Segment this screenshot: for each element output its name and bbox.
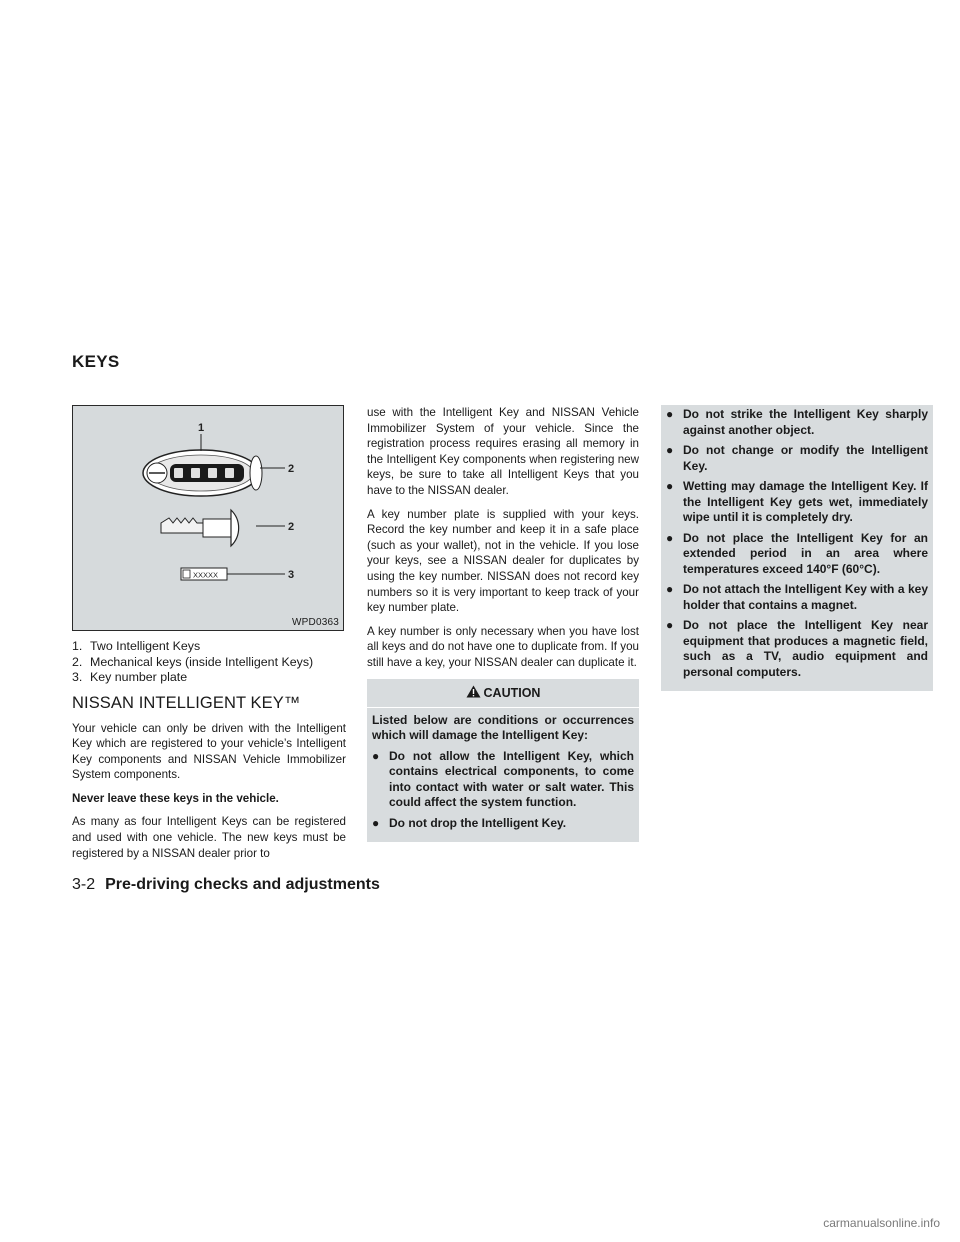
- key-number-plate: [181, 568, 227, 580]
- list-item: ● Wetting may damage the Intelligent Key. If the Intelligent Key gets wet, immediately wipe until it is completely dry.: [666, 479, 928, 524]
- list-item: ● Do not drop the Intelligent Key.: [372, 815, 567, 830]
- callout-1: 1: [198, 422, 205, 434]
- caution-list: [372, 749, 634, 832]
- list-item: ● Do not place the Intelligent Key near equipment that produces a magnetic field, such as a TV, audio equipment and personal computers.: [666, 618, 928, 679]
- paragraph: use with the Intelligent Key and NISSAN Vehicle Immobilizer System of your vehicle. Since the registration process requires erasing all memory in the Intelligent Key components when registering new keys, be sure to take all Intelligent Keys that you have to the NISSAN dealer.: [367, 406, 639, 497]
- paragraph: A key number plate is supplied with your keys. Record the key number and keep it in a safe place (such as your wallet), not in the vehicle. If you lose your keys, see a NISSAN dealer for duplicates by using the key number. NISSAN does not record key numbers so it is very important to keep track of your key number plate.: [367, 507, 639, 615]
- page-footer: [72, 876, 380, 894]
- caution-intro: Listed below are conditions or occurrences which will damage the Intelligent Key:: [372, 712, 634, 742]
- list-item: ● Do not change or modify the Intelligent Key.: [666, 443, 928, 473]
- plate-text: XXXXX: [193, 570, 219, 580]
- callout-2a: 2: [288, 463, 295, 475]
- figure-legend: [72, 639, 346, 686]
- keys-diagram: [73, 406, 345, 632]
- intelligent-key-fob: [143, 450, 262, 496]
- caution-list: [666, 407, 928, 680]
- legend-item: 2. Mechanical keys (inside Intelligent Keys): [72, 654, 314, 669]
- column-1: [72, 405, 346, 869]
- list-item: ● Do not strike the Intelligent Key sharply against another object.: [666, 407, 928, 437]
- bullet-icon: ●: [666, 407, 674, 421]
- column-3: [661, 405, 933, 691]
- paragraph: As many as four Intelligent Keys can be registered and used with one vehicle. The new keys must be registered by a NISSAN dealer prior to: [72, 815, 346, 860]
- list-item: ● Do not place the Intelligent Key for an extended period in an area where temperatures exceed 140°F (60°C).: [666, 530, 928, 576]
- bullet-icon: ●: [666, 443, 674, 457]
- list-item: ● Do not allow the Intelligent Key, which contains electrical components, to come into contact with water or salt water. This could affect the system function.: [372, 748, 634, 809]
- caution-box: [367, 679, 639, 843]
- key-illustration: [72, 405, 344, 631]
- section-heading: KEYS: [72, 352, 120, 371]
- warning-triangle-icon: [466, 685, 481, 701]
- callout-3: 3: [288, 569, 295, 581]
- bullet-icon: ●: [372, 815, 380, 830]
- paragraph: Your vehicle can only be driven with the Intelligent Key which are registered to your vehicle’s Intelligent Key components and NISSAN Vehicle Immobilizer System components.: [72, 721, 346, 782]
- legend-item: 1. Two Intelligent Keys: [72, 639, 201, 653]
- watermark: carmanualsonline.info: [823, 1216, 940, 1230]
- bullet-icon: ●: [372, 748, 380, 763]
- callout-2b: 2: [288, 521, 295, 533]
- mechanical-key: [161, 510, 239, 546]
- paragraph: A key number is only necessary when you have lost all keys and do not have one to duplicate from. If you still have a key, your NISSAN dealer can duplicate it.: [367, 624, 639, 669]
- figure-code: WPD0363: [292, 617, 339, 628]
- list-item: ● Do not attach the Intelligent Key with a key holder that contains a magnet.: [666, 582, 928, 612]
- column-2: [367, 405, 639, 842]
- bullet-icon: ●: [666, 582, 674, 596]
- bullet-icon: ●: [666, 479, 674, 493]
- caution-box-continued: [661, 405, 933, 691]
- bullet-icon: ●: [666, 618, 674, 632]
- caution-title: CAUTION: [367, 681, 639, 708]
- warning-paragraph: Never leave these keys in the vehicle.: [72, 791, 279, 805]
- legend-item: 3. Key number plate: [72, 670, 188, 684]
- bullet-icon: ●: [666, 530, 674, 545]
- subheading: NISSAN INTELLIGENT KEY™: [72, 693, 301, 712]
- page-number: 3-2: [72, 876, 96, 893]
- footer-section-title: Pre-driving checks and adjustments: [105, 876, 380, 893]
